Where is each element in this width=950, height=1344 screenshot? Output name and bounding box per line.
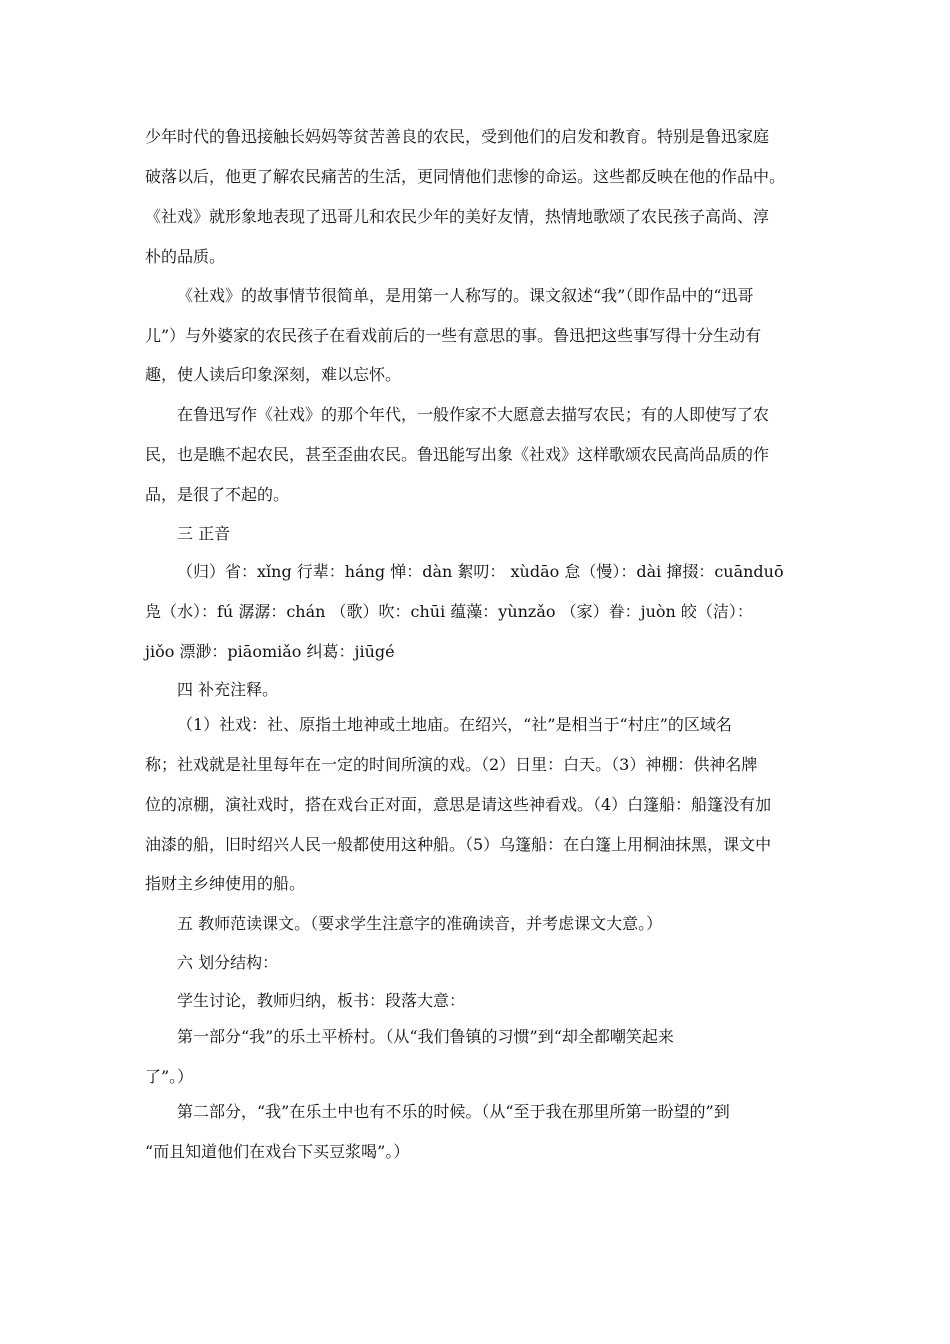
- text-line: 位的凉棚，演社戏时，搭在戏台正对面，意思是请这些神看戏。（4）白篷船：船篷没有加: [145, 795, 772, 814]
- text-line: 《社戏》的故事情节很简单，是用第一人称写的。课文叙述“我”（即作品中的“迅哥: [177, 286, 754, 305]
- text-line: 第一部分“我”的乐土平桥村。（从“我们鲁镇的习惯”到“却全都嘲笑起来: [177, 1027, 674, 1046]
- text-line: （1）社戏：社、原指土地神或土地庙。在绍兴，“社”是相当于“村庄”的区域名: [177, 715, 732, 734]
- section-heading: 五 教师范读课文。（要求学生注意字的准确读音，并考虑课文大意。）: [177, 914, 663, 933]
- text-line: jiǒo 漂渺：piāomiǎo 纠葛：jiūgé: [145, 642, 395, 661]
- text-line: 破落以后，他更了解农民痛苦的生活，更同情他们悲惨的命运。这些都反映在他的作品中。: [145, 167, 786, 186]
- section-heading: 三 正音: [177, 524, 231, 543]
- section-heading: 六 划分结构：: [177, 953, 279, 972]
- text-line: 学生讨论，教师归纳，板书：段落大意：: [177, 991, 466, 1010]
- text-line: 朴的品质。: [145, 247, 226, 266]
- text-line: 儿”）与外婆家的农民孩子在看戏前后的一些有意思的事。鲁迅把这些事写得十分生动有: [145, 326, 762, 345]
- text-line: 油漆的船，旧时绍兴人民一般都使用这种船。（5）乌篷船：在白篷上用桐油抹黑，课文中: [145, 835, 772, 854]
- text-line: 指财主乡绅使用的船。: [145, 874, 306, 893]
- text-line: 品，是很了不起的。: [145, 485, 290, 504]
- text-line: 凫（水）：fú 潺潺：chán （歌）吹：chūi 蕴藻：yùnzǎo （家）眷：juòn 皎（洁）：: [145, 602, 753, 621]
- section-heading: 四 补充注释。: [177, 680, 279, 699]
- text-line: 民，也是瞧不起农民，甚至歪曲农民。鲁迅能写出象《社戏》这样歌颂农民高尚品质的作: [145, 445, 770, 464]
- text-line: 称；社戏就是社里每年在一定的时间所演的戏。（2）日里：白天。（3）神棚：供神名牌: [145, 755, 758, 774]
- text-line: 第二部分，“我”在乐土中也有不乐的时候。（从“至于我在那里所第一盼望的”到: [177, 1102, 730, 1121]
- text-line: 在鲁迅写作《社戏》的那个年代，一般作家不大愿意去描写农民；有的人即使写了农: [177, 405, 770, 424]
- text-line: 了”。）: [145, 1067, 194, 1086]
- text-line: “而且知道他们在戏台下买豆浆喝”。）: [145, 1142, 410, 1161]
- text-line: （归）省：xǐng 行辈：háng 惮：dàn 絮叨： xùdāo 怠（慢）：dài 撺掇：cuānduō: [177, 562, 784, 581]
- text-line: 少年时代的鲁迅接触长妈妈等贫苦善良的农民，受到他们的启发和教育。特别是鲁迅家庭: [145, 127, 770, 146]
- text-line: 《社戏》就形象地表现了迅哥儿和农民少年的美好友情，热情地歌颂了农民孩子高尚、淳: [145, 207, 770, 226]
- text-line: 趣，使人读后印象深刻，难以忘怀。: [145, 365, 402, 384]
